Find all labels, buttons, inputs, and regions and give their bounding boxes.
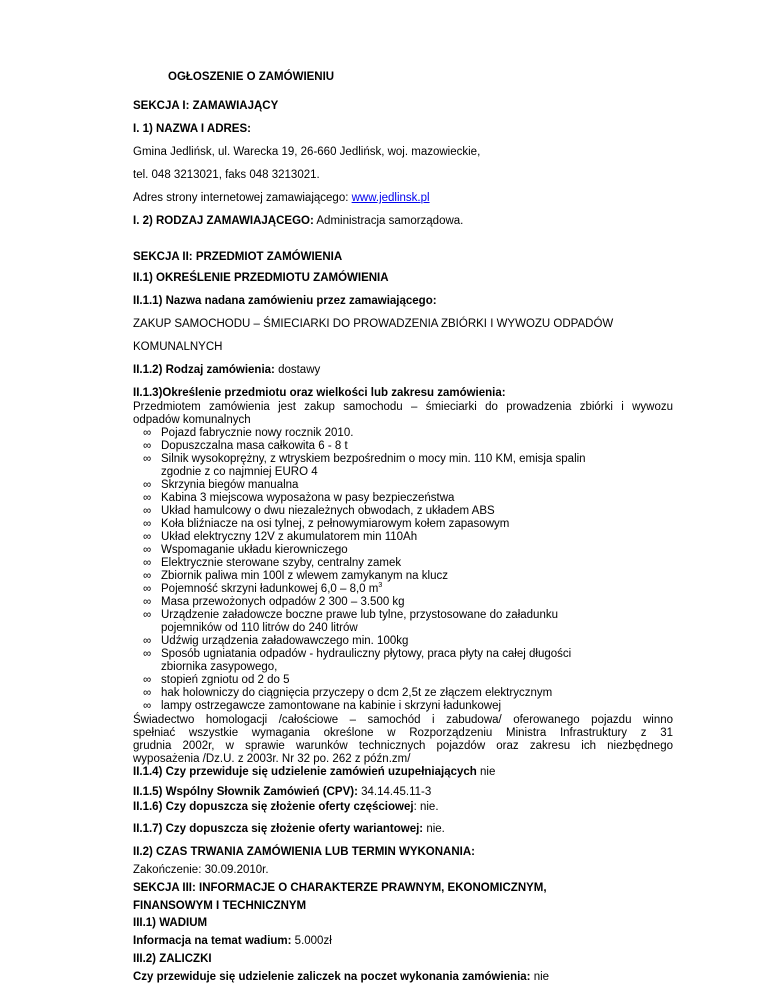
scope-intro-line-1: Przedmiotem zamówienia jest zakup samochodu – śmieciarki do prowadzenia zbiórki i wywozu xyxy=(133,401,673,413)
list-item: ∞ hak holowniczy do ciągnięcia przyczepy o dcm 2,5t ze złączem elektrycznym xyxy=(143,687,553,699)
order-name-heading: II.1.1) Nazwa nadana zamówieniu przez zamawiającego: xyxy=(133,295,437,307)
bullet-icon: ∞ xyxy=(143,505,152,517)
list-item-continuation: zbiornika zasypowego, xyxy=(161,661,278,673)
wadium-label: Informacja na temat wadium: xyxy=(133,935,292,948)
scope-heading: II.1.3)Określenie przedmiotu oraz wielkości lub zakresu zamówienia: xyxy=(133,387,506,399)
supplementary-orders-line xyxy=(133,765,495,779)
cpv-line xyxy=(133,785,431,799)
list-item: ∞ Wspomaganie układu kierowniczego xyxy=(143,544,348,556)
bullet-icon: ∞ xyxy=(143,479,152,491)
order-name-line-1: ZAKUP SAMOCHODU – ŚMIECIARKI DO PROWADZENIA ZBIÓRKI I WYWOZU ODPADÓW xyxy=(133,318,614,330)
bullet-icon: ∞ xyxy=(143,635,152,647)
bullet-icon: ∞ xyxy=(143,453,152,465)
list-item: ∞ Układ hamulcowy o dwu niezależnych obwodach, z układem ABS xyxy=(143,505,495,517)
scope-intro-line-2: odpadów komunalnych xyxy=(133,414,251,426)
contracting-type-line xyxy=(133,214,463,228)
bullet-icon: ∞ xyxy=(143,570,152,582)
bullet-icon: ∞ xyxy=(143,700,152,712)
bullet-icon: ∞ xyxy=(143,440,152,452)
list-item: ∞ Pojazd fabrycznie nowy rocznik 2010. xyxy=(143,427,354,439)
bullet-icon: ∞ xyxy=(143,544,152,556)
supplementary-orders-value: nie xyxy=(476,766,496,778)
bullet-icon: ∞ xyxy=(143,518,152,530)
partial-offer-line xyxy=(133,800,439,814)
variant-offer-value: nie. xyxy=(423,823,445,835)
bullet-icon: ∞ xyxy=(143,596,152,608)
supplementary-orders-label: II.1.4) Czy przewiduje się udzielenie zamówień uzupełniających xyxy=(133,766,477,778)
list-item: ∞ Masa przewożonych odpadów 2 300 – 3.500 kg xyxy=(143,596,405,608)
section-1-heading: SEKCJA I: ZAMAWIAJĄCY xyxy=(133,100,279,112)
list-item: ∞ Sposób ugniatania odpadów - hydrauliczny płytowy, praca płyty na całej długości xyxy=(143,648,572,660)
list-item: ∞ Pojemność skrzyni ładunkowej 6,0 – 8,0 $m^3$ xyxy=(143,582,383,595)
bullet-icon: ∞ xyxy=(143,427,152,439)
partial-offer-label: II.1.6) Czy dopuszcza się złożenie oferty częściowej xyxy=(133,801,414,813)
section-3-heading-line-1: SEKCJA III: INFORMACJE O CHARAKTERZE PRAWNYM, EKONOMICZNYM, xyxy=(133,881,547,894)
partial-offer-value: : nie. xyxy=(413,801,439,813)
subject-heading: II.1) OKREŚLENIE PRZEDMIOTU ZAMÓWIENIA xyxy=(133,272,389,284)
list-item: ∞ Koła bliźniacze na osi tylnej, z pełnowymiarowym kołem zapasowym xyxy=(143,518,510,530)
website-line xyxy=(133,191,430,205)
wadium-heading: III.1) WADIUM xyxy=(133,917,208,930)
cpv-label: II.1.5) Wspólny Słownik Zamówień (CPV): xyxy=(133,786,358,798)
list-item: ∞ Kabina 3 miejscowa wyposażona w pasy bezpieczeństwa xyxy=(143,492,455,504)
bullet-icon: ∞ xyxy=(143,583,152,595)
bullet-icon: ∞ xyxy=(143,609,152,621)
advances-heading: III.2) ZALICZKI xyxy=(133,953,212,966)
duration-heading: II.2) CZAS TRWANIA ZAMÓWIENIA LUB TERMIN WYKONANIA: xyxy=(133,846,475,858)
order-name-line-2: KOMUNALNYCH xyxy=(133,341,223,353)
homologation-line-2: spełniać wszystkie wymagania określone w Rozporządzeniu Ministra Infrastruktury z 31 xyxy=(133,727,673,739)
list-item: ∞ Dopuszczalna masa całkowita 6 - 8 t xyxy=(143,440,348,452)
advances-label: Czy przewiduje się udzielenie zaliczek na poczet wykonania zamówienia: xyxy=(133,971,531,983)
phone-line: tel. 048 3213021, faks 048 3213021. xyxy=(133,169,320,181)
homologation-line-1: Świadectwo homologacji /całościowe – samochód i zabudowa/ oferowanego pojazdu winno xyxy=(133,714,673,726)
bullet-icon: ∞ xyxy=(143,531,152,543)
order-type-value: dostawy xyxy=(274,364,321,376)
list-item: ∞ stopień zgniotu od 2 do 5 xyxy=(143,674,290,686)
wadium-line xyxy=(133,934,332,948)
list-item: ∞ Urządzenie załadowcze boczne prawe lub tylne, przystosowane do załadunku xyxy=(143,609,558,621)
order-type-line xyxy=(133,363,320,377)
section-3-heading-line-2: FINANSOWYM I TECHNICZNYM xyxy=(133,899,307,912)
superscript: 3 xyxy=(378,582,383,590)
contracting-type-value: Administracja samorządowa. xyxy=(313,215,464,227)
homologation-line-3: grudnia 2002r, w sprawie warunków technicznych pojazdów oraz zakresu ich niezbędnego xyxy=(133,740,673,752)
website-link[interactable]: www.jedlinsk.pl xyxy=(351,192,430,204)
bullet-icon: ∞ xyxy=(143,492,152,504)
list-item-continuation: pojemników od 110 litrów do 240 litrów xyxy=(161,622,358,634)
list-item: ∞ Udźwig urządzenia załadowawczego min. 100kg xyxy=(143,635,409,647)
homologation-line-4: wyposażenia /Dz.U. z 2003r. Nr 32 po. 262 z późn.zm/ xyxy=(133,753,411,765)
list-item: ∞ Zbiornik paliwa min 100l z wlewem zamykanym na klucz xyxy=(143,570,448,582)
bullet-icon: ∞ xyxy=(143,687,152,699)
document-title: OGŁOSZENIE O ZAMÓWIENIU xyxy=(168,71,335,83)
list-item: ∞ Skrzynia biegów manualna xyxy=(143,479,299,491)
name-address-heading: I. 1) NAZWA I ADRES: xyxy=(133,123,251,135)
bullet-icon: ∞ xyxy=(143,648,152,660)
list-item: ∞ Układ elektryczny 12V z akumulatorem min 110Ah xyxy=(143,531,418,543)
cpv-value: 34.14.45.11-3 xyxy=(357,786,432,798)
order-type-label: II.1.2) Rodzaj zamówienia: xyxy=(133,364,275,376)
section-2-heading: SEKCJA II: PRZEDMIOT ZAMÓWIENIA xyxy=(133,251,343,263)
variant-offer-line xyxy=(133,822,445,836)
advances-line xyxy=(133,970,549,984)
advances-value: nie xyxy=(530,971,550,983)
website-label: Adres strony internetowej zamawiającego: xyxy=(133,192,352,204)
completion-date: Zakończenie: 30.09.2010r. xyxy=(133,863,269,876)
list-item: ∞ Elektrycznie sterowane szyby, centralny zamek xyxy=(143,557,402,569)
address-line: Gmina Jedlińsk, ul. Warecka 19, 26-660 Jedlińsk, woj. mazowieckie, xyxy=(133,146,481,158)
wadium-value: 5.000zł xyxy=(291,935,332,948)
list-item: ∞ Silnik wysokoprężny, z wtryskiem bezpośrednim o mocy min. 110 KM, emisja spalin xyxy=(143,453,586,465)
list-item-continuation: zgodnie z co najmniej EURO 4 xyxy=(161,466,318,478)
variant-offer-label: II.1.7) Czy dopuszcza się złożenie oferty wariantowej: xyxy=(133,823,424,835)
list-item: ∞ lampy ostrzegawcze zamontowane na kabinie i skrzyni ładunkowej xyxy=(143,700,502,712)
contracting-type-label: I. 2) RODZAJ ZAMAWIAJĄCEGO: xyxy=(133,215,314,227)
bullet-icon: ∞ xyxy=(143,557,152,569)
bullet-icon: ∞ xyxy=(143,674,152,686)
